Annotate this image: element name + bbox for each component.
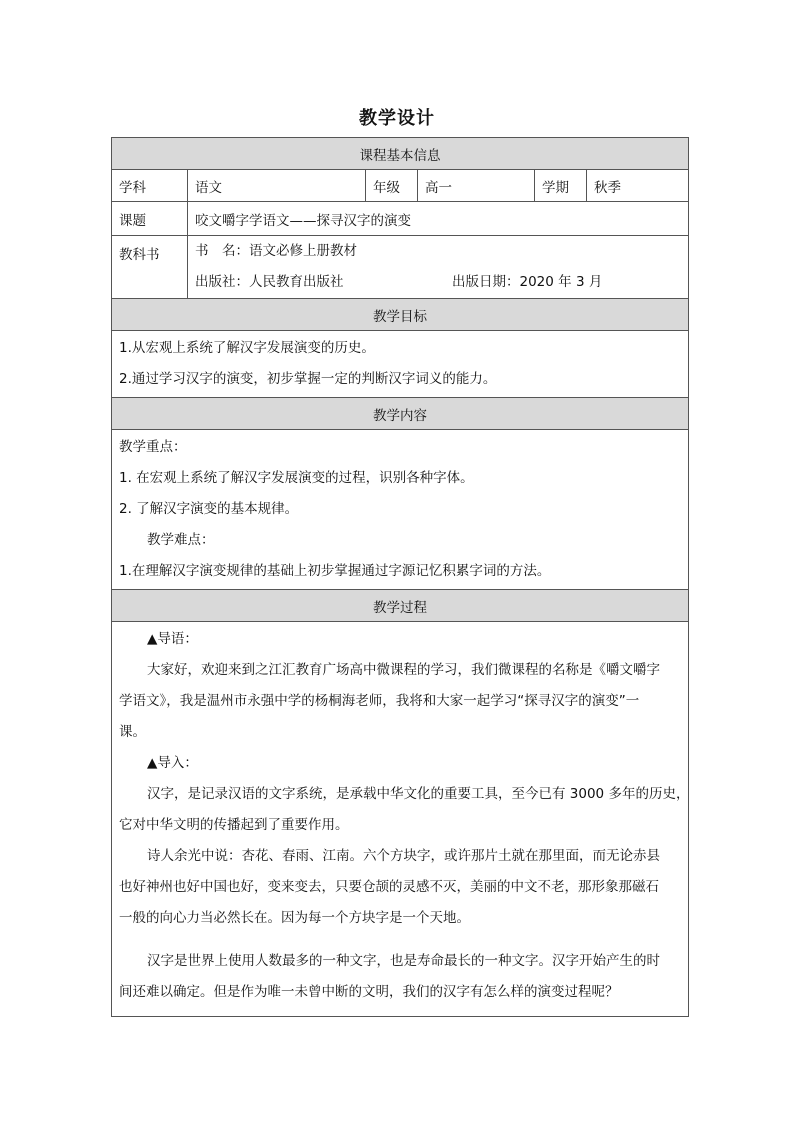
difficulty-item: 1.在理解汉字演变规律的基础上初步掌握通过字源记忆积累字词的方法。 (119, 563, 551, 579)
paragraph-gap (119, 934, 681, 946)
subject-label: 学科 (112, 170, 188, 202)
content-row (112, 430, 689, 590)
publisher: 出版社：人民教育出版社 (195, 274, 344, 290)
subject-value: 语文 (188, 170, 366, 202)
content-body (112, 430, 689, 590)
textbook-label: 教科书 (112, 236, 188, 299)
lead-label: ▲导入： (147, 755, 198, 771)
section-content: 教学内容 (112, 398, 689, 430)
intro-line: 课。 (119, 724, 146, 740)
term-value: 秋季 (587, 170, 689, 202)
page-title: 教学设计 (359, 108, 435, 129)
paragraph-line: 诗人余光中说：杏花、春雨、江南。六个方块字，或许那片土就在那里面，而无论赤县 (147, 848, 660, 864)
objective-item: 1.从宏观上系统了解汉字发展演变的历史。 (119, 340, 375, 356)
info-row (112, 170, 689, 202)
topic-row (112, 202, 689, 236)
key-points-label: 教学重点： (119, 439, 187, 455)
key-point-item: 2. 了解汉字演变的基本规律。 (119, 501, 299, 517)
lesson-plan-table (111, 137, 689, 1017)
section-objectives: 教学目标 (112, 299, 689, 331)
intro-line: 学语文》，我是温州市永强中学的杨桐海老师，我将和大家一起学习“探寻汉字的演变”一 (119, 693, 640, 709)
paragraph-line: 汉字，是记录汉语的文字系统，是承载中华文化的重要工具，至今已有 3000 多年的历史， (147, 786, 690, 802)
publish-date: 出版日期：2020 年 3 月 (452, 274, 603, 290)
paragraph-line: 间还难以确定。但是作为唯一未曾中断的文明，我们的汉字有怎么样的演变过程呢？ (119, 984, 619, 1000)
section-header-row (112, 398, 689, 430)
objective-item: 2.通过学习汉字的演变，初步掌握一定的判断汉字词义的能力。 (119, 371, 497, 387)
section-header-row (112, 138, 689, 170)
difficulty-label: 教学难点： (147, 532, 215, 548)
book-name: 书 名：语文必修上册教材 (195, 243, 357, 259)
paragraph-line: 汉字是世界上使用人数最多的一种文字，也是寿命最长的一种文字。汉字开始产生的时 (147, 953, 660, 969)
intro-label: ▲导语： (147, 631, 198, 647)
paragraph-line: 一般的向心力当必然长在。因为每一个方块字是一个天地。 (119, 910, 470, 926)
intro-line: 大家好，欢迎来到之江汇教育广场高中微课程的学习，我们微课程的名称是《嚼文嚼字 (147, 662, 660, 678)
publisher-line (195, 267, 681, 298)
term-label: 学期 (535, 170, 587, 202)
key-point-item: 1. 在宏观上系统了解汉字发展演变的过程，识别各种字体。 (119, 470, 474, 486)
process-body (112, 622, 689, 1017)
section-process: 教学过程 (112, 590, 689, 622)
objectives-list (112, 331, 689, 398)
topic-label: 课题 (112, 202, 188, 236)
paragraph-line: 它对中华文明的传播起到了重要作用。 (119, 817, 349, 833)
topic-value: 咬文嚼字学语文——探寻汉字的演变 (188, 202, 689, 236)
section-basic-info: 课程基本信息 (112, 138, 689, 170)
process-row (112, 622, 689, 1017)
textbook-row (112, 236, 689, 299)
textbook-details (188, 236, 689, 299)
section-header-row (112, 299, 689, 331)
section-header-row (112, 590, 689, 622)
grade-label: 年级 (366, 170, 418, 202)
grade-value: 高一 (418, 170, 535, 202)
objectives-row (112, 331, 689, 398)
paragraph-line: 也好神州也好中国也好，变来变去，只要仓颉的灵感不灭，美丽的中文不老，那形象那磁石 (119, 879, 659, 895)
